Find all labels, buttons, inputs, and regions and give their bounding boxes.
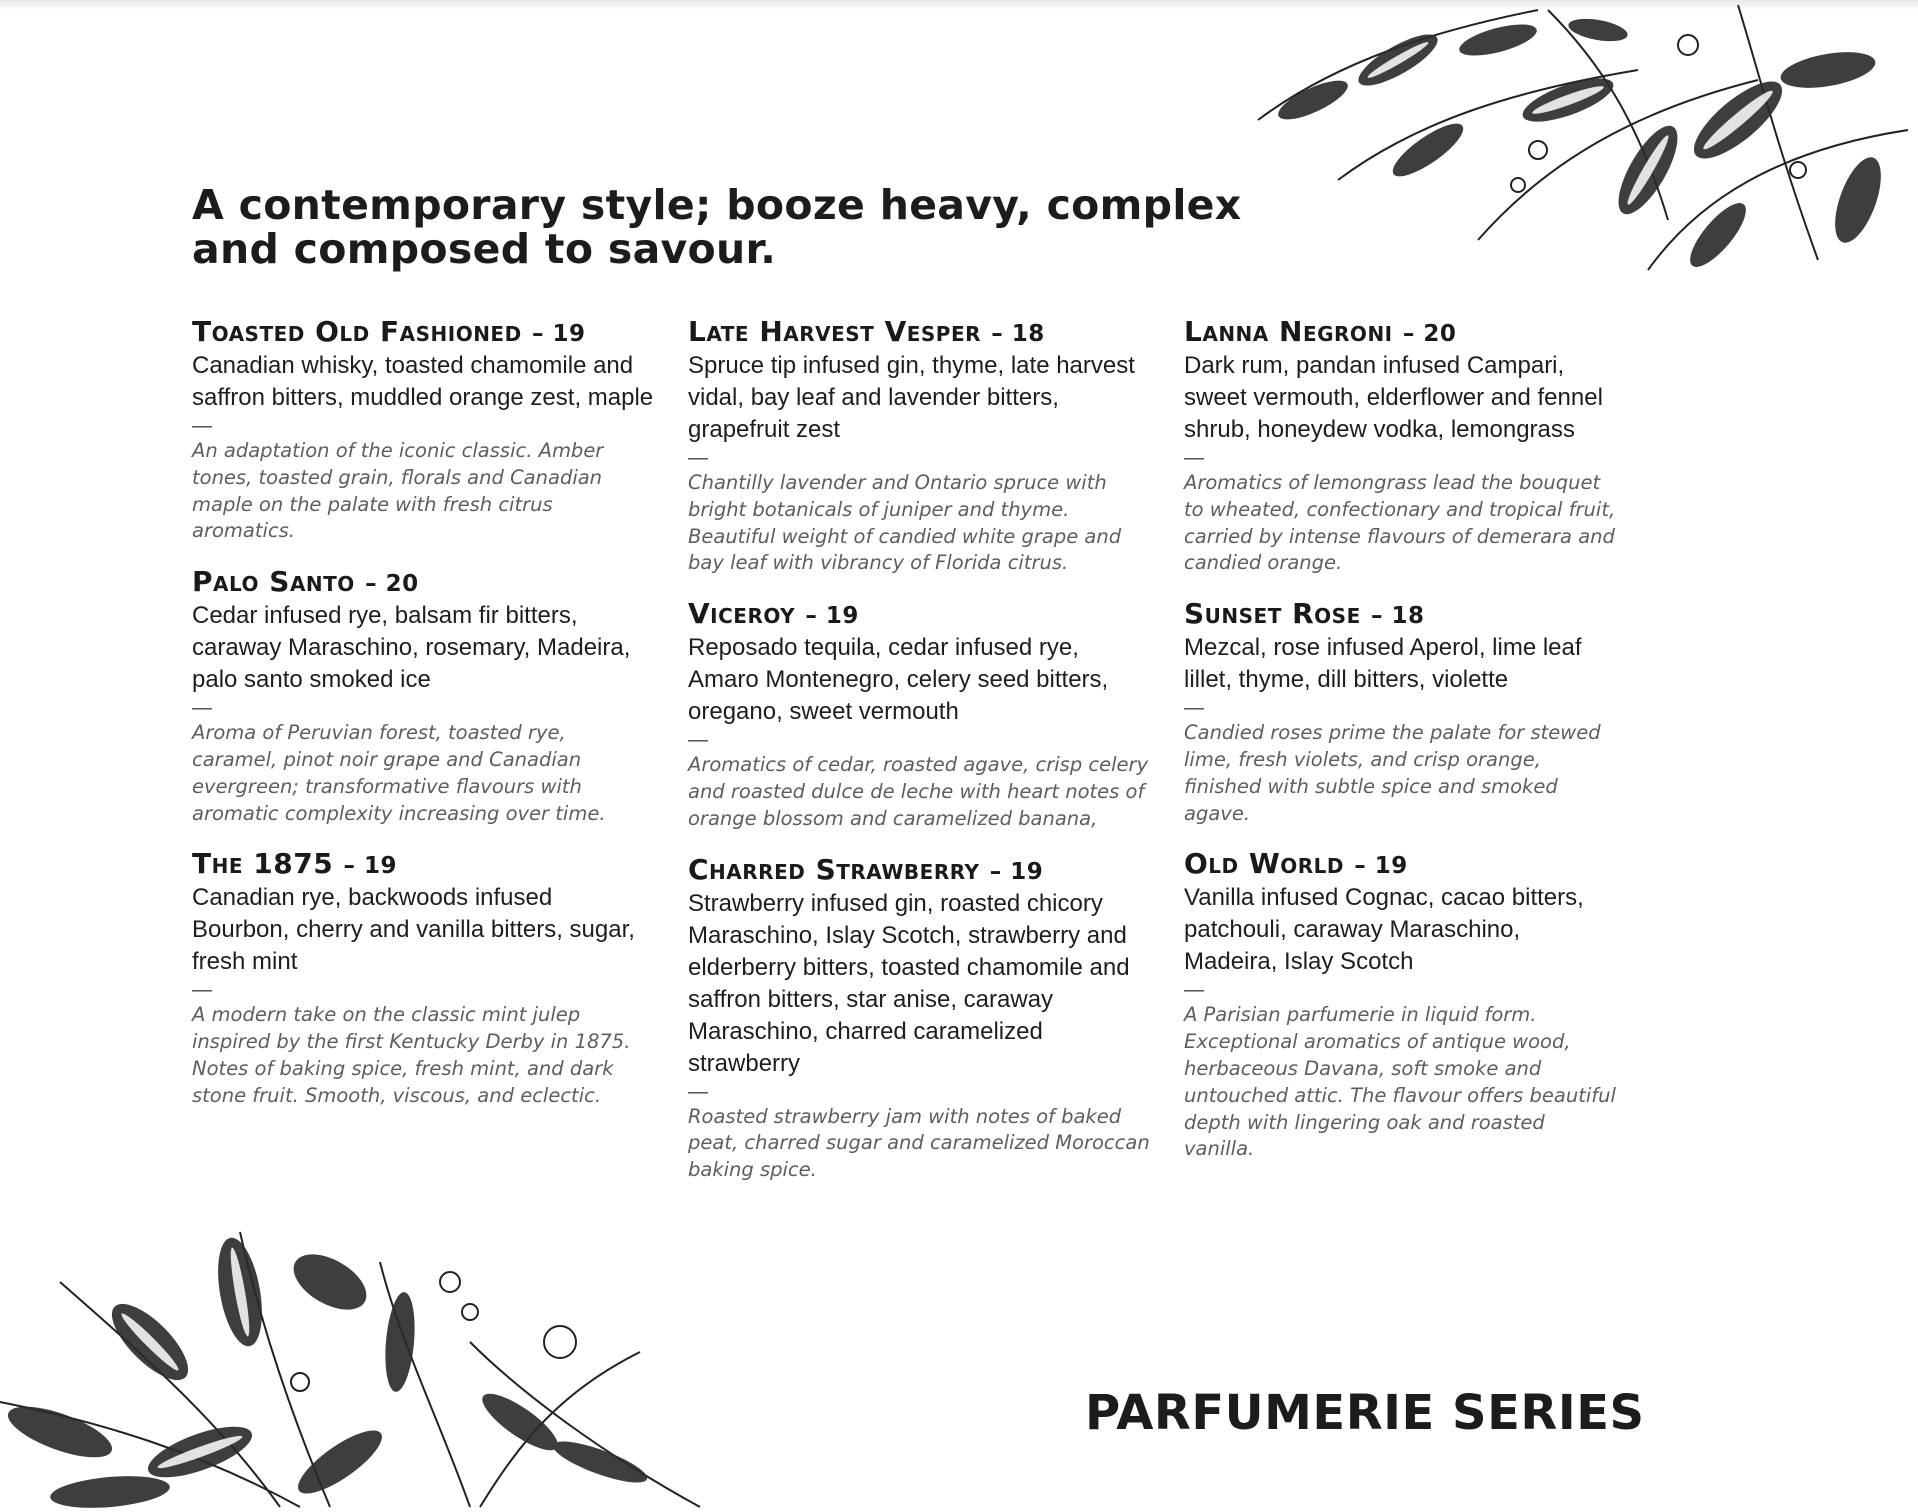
menu-grid [192, 316, 1662, 1205]
item-ingredients: Dark rum, pandan infused Campari, sweet vermouth, elderflower and fennel shrub, honeydew vodka, lemongrass [1184, 352, 1603, 443]
item-separator: — [192, 697, 212, 720]
item-price: – 19 [1354, 853, 1408, 880]
item-title [1184, 598, 1620, 632]
item-tasting-note: Aromatics of cedar, roasted agave, crisp celery and roasted dulce de leche with heart notes of orange blossom and caramelized banana, [688, 753, 1149, 830]
item-price: – 18 [1370, 603, 1425, 630]
item-name: Late Harvest Vesper [688, 315, 982, 348]
menu-item [192, 566, 654, 827]
item-title [192, 316, 654, 350]
item-separator: — [688, 447, 708, 469]
botanical-illustration-top [1218, 0, 1918, 285]
menu-item [688, 854, 1150, 1184]
item-tasting-note: Aroma of Peruvian forest, toasted rye, caramel, pinot noir grape and Canadian evergreen; transformative flavours with aromatic complexity increasing over time. [192, 721, 606, 825]
item-ingredients: Spruce tip infused gin, thyme, late harvest vidal, bay leaf and lavender bitters, grapefruit zest [688, 352, 1135, 443]
item-separator: — [192, 415, 212, 437]
item-ingredients: Mezcal, rose infused Aperol, lime leaf lillet, thyme, dill bitters, violette [1184, 634, 1582, 694]
item-name: Sunset Rose [1184, 597, 1361, 631]
menu-item [1184, 316, 1620, 577]
menu-item [688, 316, 1150, 577]
menu-column-2 [688, 316, 1184, 1205]
item-name: Lanna Negroni [1184, 315, 1393, 348]
menu-item [1184, 848, 1620, 1163]
item-title [192, 848, 654, 882]
item-name: The 1875 [192, 847, 334, 881]
item-ingredients: Canadian whisky, toasted chamomile and saffron bitters, muddled orange zest, maple [192, 352, 654, 411]
item-title [192, 566, 654, 600]
item-separator: — [1184, 447, 1204, 469]
item-ingredients: Vanilla infused Cognac, cacao bitters, patchouli, caraway Maraschino, Madeira, Islay Scotch [1184, 884, 1584, 976]
item-price: – 18 [991, 321, 1045, 347]
item-tasting-note: Candied roses prime the palate for stewed lime, fresh violets, and crisp orange, finished with subtle spice and smoked agave. [1184, 721, 1601, 825]
item-name: Palo Santo [192, 565, 355, 599]
item-title [1184, 848, 1620, 882]
item-price: – 20 [1402, 321, 1457, 347]
menu-column-3 [1184, 316, 1654, 1205]
item-name: Toasted Old Fashioned [192, 315, 522, 348]
item-tasting-note: An adaptation of the iconic classic. Amber tones, toasted grain, florals and Canadian maple on the palate with fresh citrus aromatics. [192, 439, 604, 543]
item-title [688, 598, 1150, 632]
item-separator: — [1184, 697, 1204, 720]
item-tasting-note: Roasted strawberry jam with notes of baked peat, charred sugar and caramelized Moroccan baking spice. [688, 1104, 1150, 1182]
item-tasting-note: Chantilly lavender and Ontario spruce with bright botanicals of juniper and thyme. Beautiful weight of candied white grape and bay leaf with vibrancy of Florida citrus. [688, 471, 1122, 575]
item-ingredients: Canadian rye, backwoods infused Bourbon, cherry and vanilla bitters, sugar, fresh mint [192, 884, 635, 976]
menu-column-1 [192, 316, 688, 1205]
item-tasting-note: A modern take on the classic mint julep inspired by the first Kentucky Derby in 1875. Notes of baking spice, fresh mint, and dark stone fruit. Smooth, viscous, and eclectic. [192, 1003, 631, 1107]
item-price: – 19 [531, 321, 586, 347]
menu-item [1184, 598, 1620, 827]
item-separator: — [192, 979, 212, 1002]
item-tasting-note: A Parisian parfumerie in liquid form. Exceptional aromatics of antique wood, herbaceous Davana, soft smoke and untouched attic. The flavour offers beautiful depth with lingering oak and roasted vanilla. [1184, 1003, 1616, 1161]
menu-item [688, 598, 1150, 832]
item-name: Viceroy [688, 597, 796, 631]
item-ingredients: Strawberry infused gin, roasted chicory Maraschino, Islay Scotch, strawberry and elderberry bitters, toasted chamomile and saffron bitters, star anise, caraway Maraschino, charred caramelized strawberry [688, 889, 1130, 1077]
item-title [1184, 316, 1620, 350]
item-price: – 19 [805, 603, 859, 630]
item-price: – 19 [989, 858, 1044, 885]
item-name: Charred Strawberry [688, 852, 980, 886]
menu-item [192, 316, 654, 545]
page-headline: A contemporary style; booze heavy, complex and composed to savour. [192, 181, 1242, 273]
item-name: Old World [1184, 847, 1345, 881]
series-title: PARFUMERIE SERIES [1085, 1385, 1645, 1441]
item-ingredients: Cedar infused rye, balsam fir bitters, caraway Maraschino, rosemary, Madeira, palo santo smoked ice [192, 602, 631, 694]
item-price: – 19 [343, 853, 397, 880]
botanical-illustration-bottom [0, 1222, 720, 1512]
item-separator: — [1184, 979, 1204, 1002]
item-price: – 20 [365, 571, 419, 598]
item-separator: — [688, 1080, 708, 1103]
item-separator: — [688, 729, 708, 752]
item-title [688, 854, 1150, 888]
item-tasting-note: Aromatics of lemongrass lead the bouquet to wheated, confectionary and tropical fruit, carried by intense flavours of demerara and candied orange. [1184, 471, 1616, 575]
item-title [688, 316, 1150, 350]
item-ingredients: Reposado tequila, cedar infused rye, Amaro Montenegro, celery seed bitters, oregano, sweet vermouth [688, 634, 1109, 726]
menu-item [192, 848, 654, 1109]
